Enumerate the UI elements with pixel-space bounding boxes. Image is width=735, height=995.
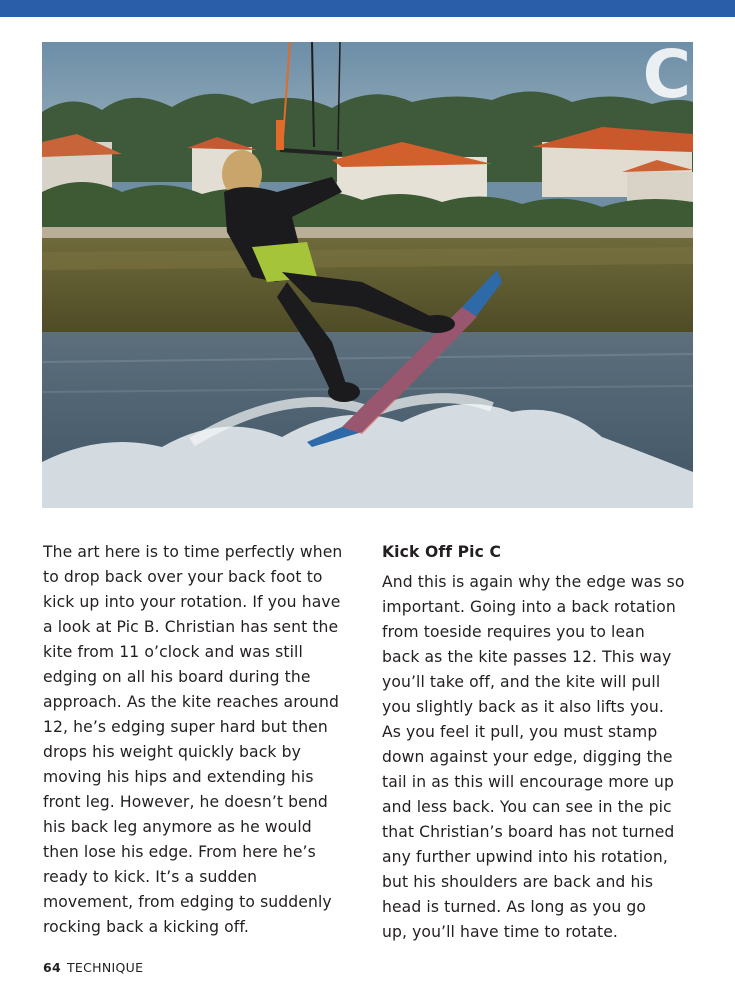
text-line: from toeside requires you to lean bbox=[382, 623, 645, 641]
text-line: that Christian’s board has not turned bbox=[382, 823, 675, 841]
section-heading: Kick Off Pic C bbox=[382, 543, 502, 561]
text-line: down against your edge, digging the bbox=[382, 748, 673, 766]
picture-label: C bbox=[642, 42, 689, 113]
text-line: kite from 11 o’clock and was still bbox=[43, 643, 303, 661]
text-line: drops his weight quickly back by bbox=[43, 743, 301, 761]
text-line: back as the kite passes 12. This way bbox=[382, 648, 672, 666]
text-line: movement, from edging to suddenly bbox=[43, 893, 332, 911]
text-line: and less back. You can see in the pic bbox=[382, 798, 672, 816]
text-line: moving his hips and extending his bbox=[43, 768, 314, 786]
text-line: ready to kick. It’s a sudden bbox=[43, 868, 258, 886]
text-line: front leg. However, he doesn’t bend bbox=[43, 793, 328, 811]
text-line: tail in as this will encourage more up bbox=[382, 773, 675, 791]
right-paragraph bbox=[382, 570, 700, 945]
text-line: edging on all his board during the bbox=[43, 668, 311, 686]
text-line: a look at Pic B. Christian has sent the bbox=[43, 618, 339, 636]
text-line: you slightly back as it also lifts you. bbox=[382, 698, 664, 716]
text-line: up, you’ll have time to rotate. bbox=[382, 923, 618, 941]
top-color-bar bbox=[0, 0, 735, 17]
kiteboarding-photo bbox=[42, 42, 693, 508]
text-line: As you feel it pull, you must stamp bbox=[382, 723, 658, 741]
text-line: any further upwind into his rotation, bbox=[382, 848, 668, 866]
text-line: kick up into your rotation. If you have bbox=[43, 593, 341, 611]
section-name: TECHNIQUE bbox=[67, 960, 144, 975]
text-line: then lose his edge. From here he’s bbox=[43, 843, 316, 861]
left-text-column bbox=[43, 540, 353, 940]
text-line: rocking back a kicking off. bbox=[43, 918, 249, 936]
left-paragraph bbox=[43, 540, 353, 940]
text-line: The art here is to time perfectly when bbox=[43, 543, 343, 561]
right-text-column bbox=[382, 540, 700, 945]
text-line: And this is again why the edge was so bbox=[382, 573, 685, 591]
text-line: you’ll take off, and the kite will pull bbox=[382, 673, 661, 691]
text-line: his back leg anymore as he would bbox=[43, 818, 312, 836]
text-line: 12, he’s edging super hard but then bbox=[43, 718, 328, 736]
photo-illustration bbox=[42, 42, 693, 508]
text-line: approach. As the kite reaches around bbox=[43, 693, 339, 711]
text-line: to drop back over your back foot to bbox=[43, 568, 323, 586]
text-line: head is turned. As long as you go bbox=[382, 898, 647, 916]
text-line: important. Going into a back rotation bbox=[382, 598, 676, 616]
page-number: 64 bbox=[43, 960, 61, 975]
text-line: but his shoulders are back and his bbox=[382, 873, 654, 891]
page-footer bbox=[43, 960, 143, 975]
